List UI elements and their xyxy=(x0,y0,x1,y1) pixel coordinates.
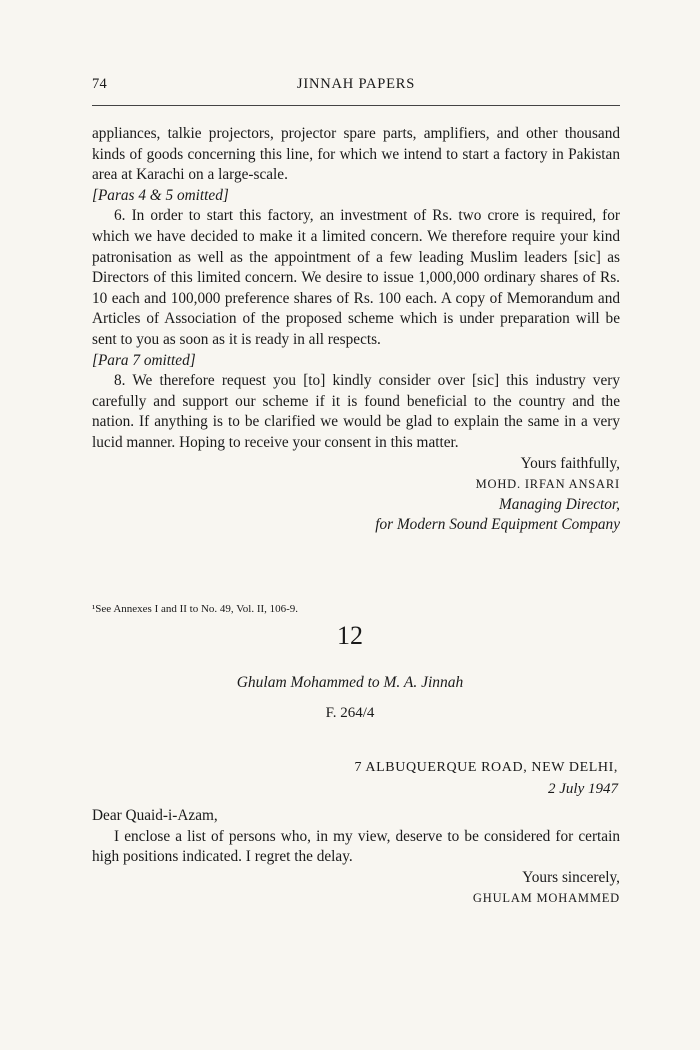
salutation: Dear Quaid-i-Azam, xyxy=(92,807,218,824)
page-number: 74 xyxy=(92,76,108,92)
signatory-title: Managing Director, xyxy=(499,495,620,513)
running-head: JINNAH PAPERS xyxy=(296,76,416,92)
letter-closing xyxy=(322,454,620,536)
letter-paragraph: I enclose a list of persons who, in my view, deserve to be considered for certain high positions indicated. I regret the delay. xyxy=(92,827,620,866)
sender-address: 7 ALBUQUERQUE ROAD, NEW DELHI, xyxy=(354,760,618,775)
file-reference: F. 264/4 xyxy=(325,705,375,721)
document-number: 12 xyxy=(337,621,363,650)
letter-signoff xyxy=(392,868,620,909)
signatory-name: GHULAM MOHAMMED xyxy=(472,891,620,906)
signatory-company: for Modern Sound Equipment Company xyxy=(375,516,620,534)
paragraph-continued: appliances, talkie projectors, projector spare parts, amplifiers, and other thousand kinds of goods concerning this line, for which we intend to start a factory in Pakistan area at Karachi on a large-scale. xyxy=(92,125,620,184)
omission-note: [Paras 4 & 5 omitted] xyxy=(92,186,229,204)
header-rule xyxy=(92,105,620,106)
page-header xyxy=(92,76,620,96)
complimentary-close: Yours faithfully, xyxy=(520,454,620,472)
letter-body xyxy=(92,806,620,909)
letter-date: 2 July 1947 xyxy=(548,780,618,797)
omission-note: [Para 7 omitted] xyxy=(92,351,196,369)
footnote: ¹See Annexes I and II to No. 49, Vol. II, 106-9. xyxy=(92,603,299,615)
document-title: Ghulam Mohammed to M. A. Jinnah xyxy=(236,674,464,691)
sender-address-block xyxy=(92,758,618,799)
paragraph-8: 8. We therefore request you [to] kindly consider over [sic] this industry very carefully and support our scheme if it is found beneficial to the country and the nation. If anything is to be clarified we would be glad to explain the same in a very lucid manner. Hoping to receive your consent in this matter. xyxy=(92,372,620,451)
signatory-name: MOHD. IRFAN ANSARI xyxy=(475,477,620,492)
complimentary-close: Yours sincerely, xyxy=(522,868,620,886)
letter-continuation xyxy=(92,124,620,536)
paragraph-6: 6. In order to start this factory, an investment of Rs. two crore is required, for which we have decided to make it a limited concern. We therefore require your kind patronisation as well as the appointment of a few leading Muslim leaders [sic] as Directors of this limited concern. We desire to issue 1,000,000 ordinary shares of Rs. 10 each and 100,000 preference shares of Rs. 100 each. A copy of Memorandum and Articles of Association of the proposed scheme which is under preparation will be sent to you as soon as it is ready in all respects. xyxy=(92,207,620,348)
